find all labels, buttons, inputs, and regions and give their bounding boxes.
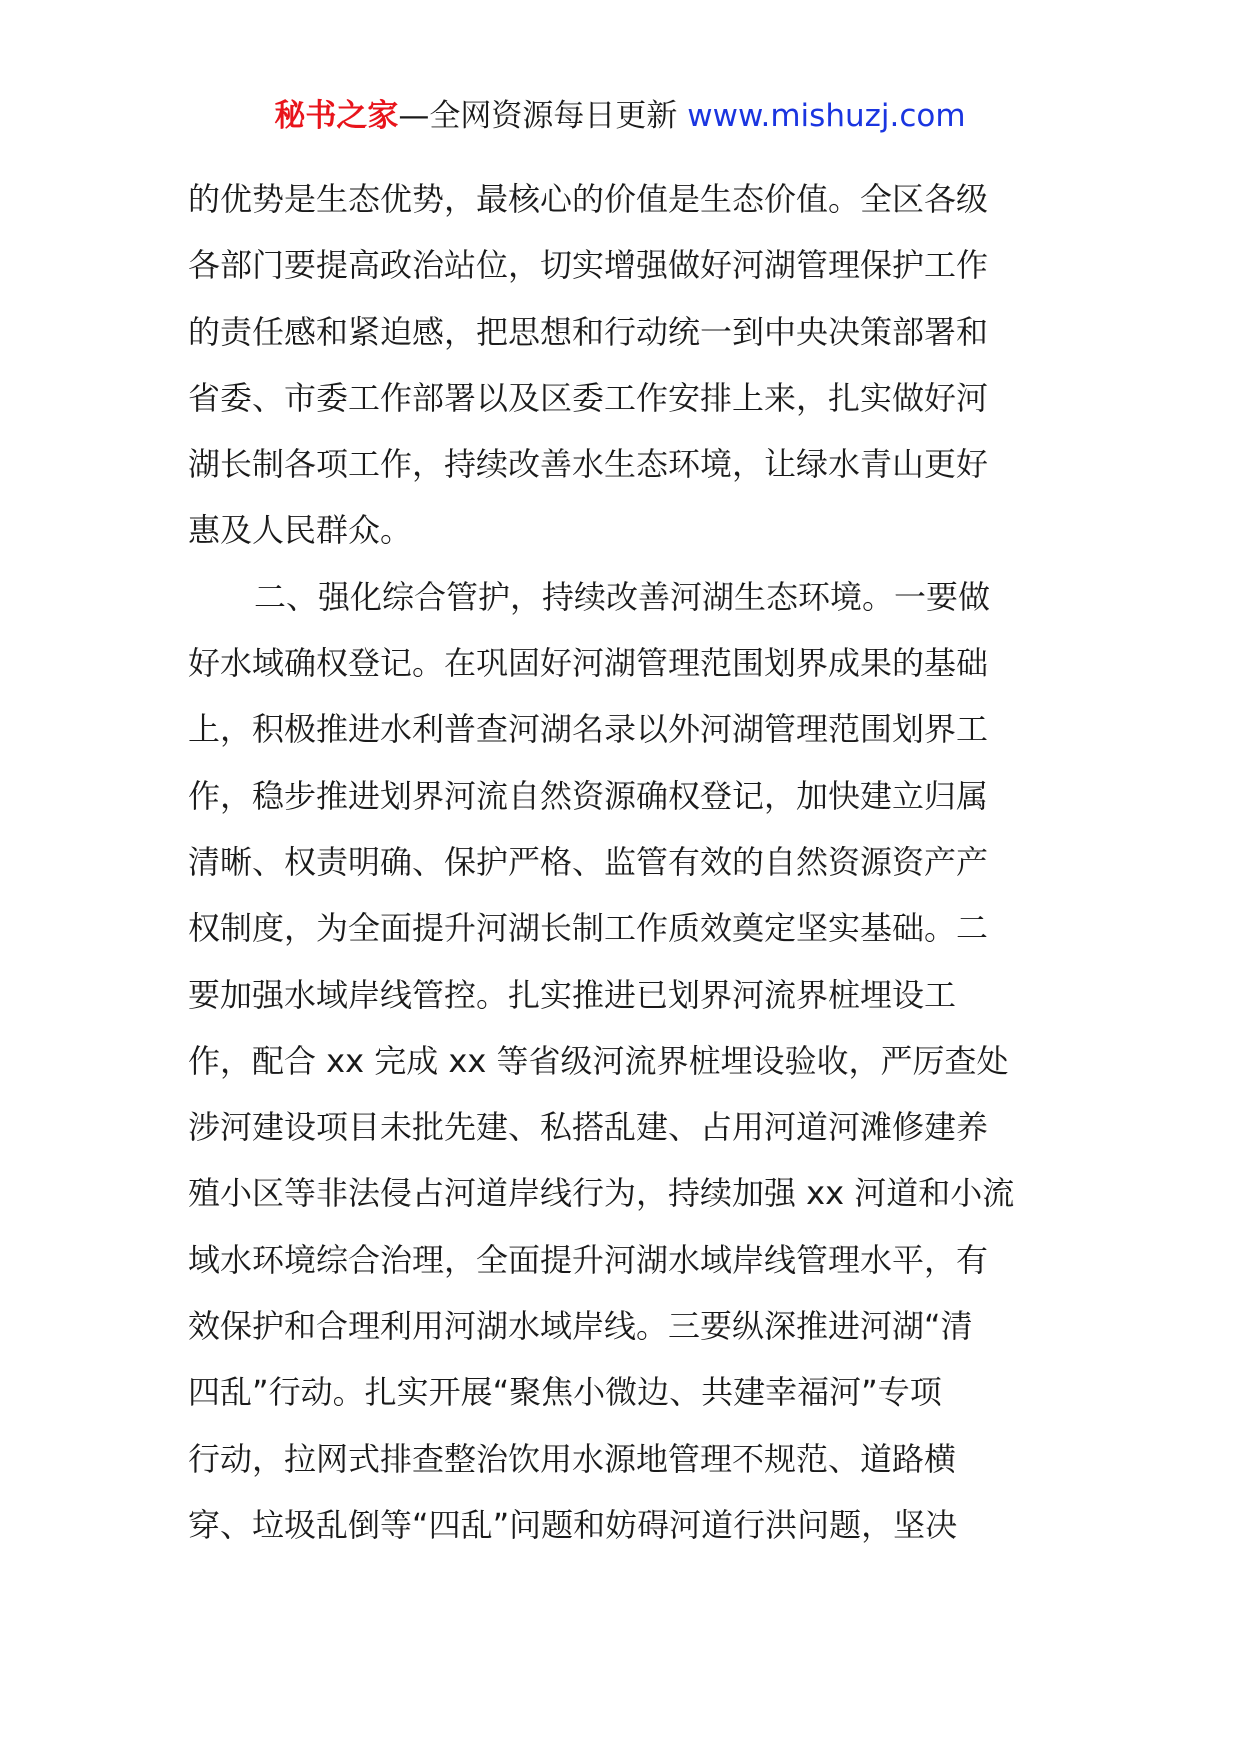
- text-line: 各部门要提高政治站位，切实增强做好河湖管理保护工作: [188, 246, 989, 285]
- text-line: 四乱”行动。扎实开展“聚焦小微边、共建幸福河”专项: [188, 1373, 942, 1412]
- site-header: [0, 96, 1240, 136]
- text-line: 上，积极推进水利普查河湖名录以外河湖管理范围划界工: [188, 710, 989, 749]
- text-line: 的优势是生态优势，最核心的价值是生态价值。全区各级: [188, 180, 989, 218]
- document-body: [188, 166, 1060, 1558]
- text-line: 行动，拉网式排查整治饮用水源地管理不规范、道路横: [188, 1439, 957, 1478]
- section-heading-line: 二、强化综合管护，持续改善河湖生态环境。一要做: [254, 577, 991, 616]
- text-line: 效保护和合理利用河湖水域岸线。三要纵深推进河湖“清: [188, 1307, 973, 1346]
- site-brand: 秘书之家: [274, 98, 399, 134]
- text-line: 清晰、权责明确、保护严格、监管有效的自然资源资产产: [188, 842, 989, 881]
- text-line: 的责任感和紧迫感，把思想和行动统一到中央决策部署和: [188, 312, 989, 351]
- text-line: 省委、市委工作部署以及区委工作安排上来，扎实做好河: [188, 378, 989, 417]
- site-tagline: —全网资源每日更新: [398, 98, 688, 134]
- site-url-link[interactable]: www.mishuzj.com: [687, 98, 966, 134]
- text-line: 好水域确权登记。在巩固好河湖管理范围划界成果的基础: [188, 644, 989, 683]
- text-line: 作，稳步推进划界河流自然资源确权登记，加快建立归属: [188, 776, 989, 815]
- text-line: 涉河建设项目未批先建、私搭乱建、占用河道河滩修建养: [188, 1108, 989, 1147]
- text-line: 湖长制各项工作，持续改善水生态环境，让绿水青山更好: [188, 445, 989, 484]
- text-line: 穿、垃圾乱倒等“四乱”问题和妨碍河道行洪问题，坚决: [188, 1505, 958, 1544]
- text-line: 殖小区等非法侵占河道岸线行为，持续加强 xx 河道和小流: [188, 1174, 1015, 1213]
- text-line: 要加强水域岸线管控。扎实推进已划界河流界桩埋设工: [188, 975, 957, 1014]
- text-line: 惠及人民群众。: [188, 511, 413, 550]
- text-line: 权制度，为全面提升河湖长制工作质效奠定坚实基础。二: [188, 909, 989, 948]
- text-line: 作，配合 xx 完成 xx 等省级河流界桩埋设验收，严厉查处: [188, 1041, 1009, 1080]
- text-line: 域水环境综合治理，全面提升河湖水域岸线管理水平，有: [188, 1240, 989, 1279]
